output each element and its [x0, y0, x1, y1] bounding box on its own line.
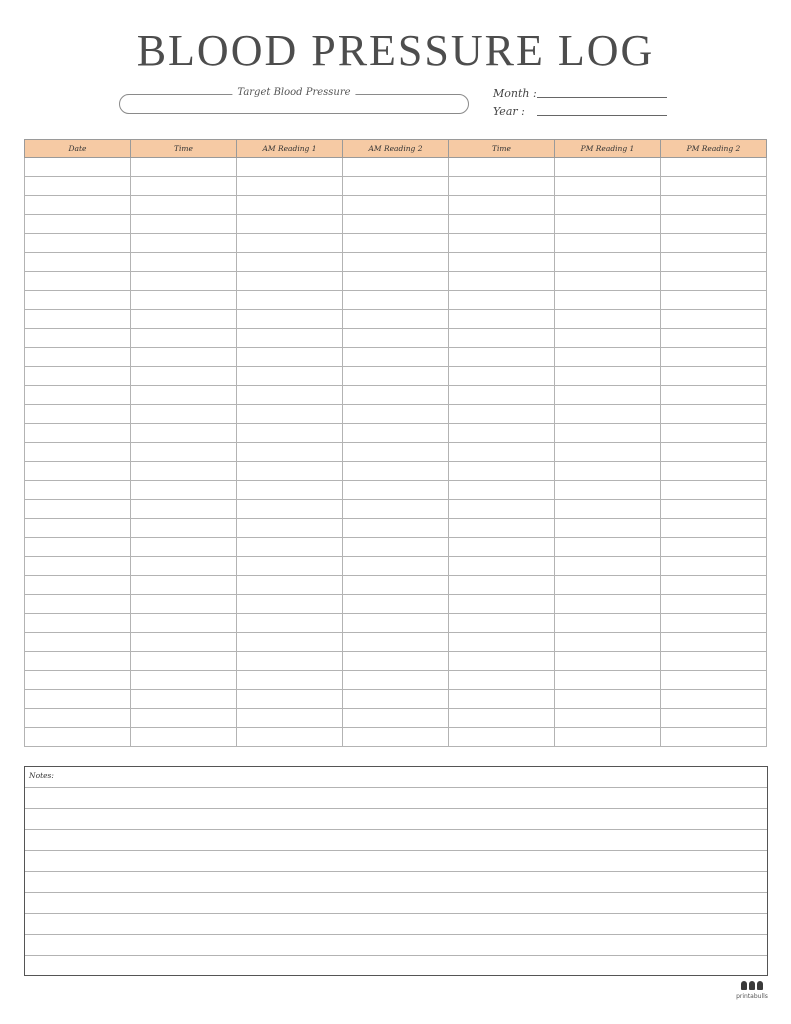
table-cell[interactable]	[343, 253, 449, 272]
table-cell[interactable]	[661, 519, 767, 538]
table-row	[25, 272, 767, 291]
table-row	[25, 158, 767, 177]
month-field[interactable]	[537, 97, 667, 98]
table-cell[interactable]	[25, 367, 131, 386]
column-header-date: Date	[25, 140, 131, 158]
table-cell[interactable]	[237, 234, 343, 253]
table-cell[interactable]	[343, 595, 449, 614]
table-row	[25, 728, 767, 747]
year-field[interactable]	[537, 115, 667, 116]
table-cell[interactable]	[555, 158, 661, 177]
table-row	[25, 215, 767, 234]
table-cell[interactable]	[343, 538, 449, 557]
table-cell[interactable]	[25, 424, 131, 443]
notes-line	[25, 829, 767, 830]
table-cell[interactable]	[25, 500, 131, 519]
table-cell[interactable]	[237, 253, 343, 272]
table-cell[interactable]	[131, 310, 237, 329]
notes-line	[25, 892, 767, 893]
table-cell[interactable]	[131, 614, 237, 633]
table-cell[interactable]	[343, 367, 449, 386]
table-cell[interactable]	[343, 310, 449, 329]
table-cell[interactable]	[25, 519, 131, 538]
table-cell[interactable]	[131, 690, 237, 709]
table-cell[interactable]	[25, 405, 131, 424]
table-cell[interactable]	[555, 538, 661, 557]
table-cell[interactable]	[343, 272, 449, 291]
table-cell[interactable]	[237, 348, 343, 367]
table-cell[interactable]	[131, 633, 237, 652]
notes-line	[25, 955, 767, 956]
table-cell[interactable]	[343, 728, 449, 747]
column-header-pm-reading-2: PM Reading 2	[661, 140, 767, 158]
table-cell[interactable]	[555, 690, 661, 709]
target-blood-pressure-field[interactable]	[119, 87, 469, 114]
bulls-logo-icon	[728, 981, 776, 993]
notes-box[interactable]	[24, 766, 768, 976]
table-cell[interactable]	[237, 538, 343, 557]
table-cell[interactable]	[661, 386, 767, 405]
table-cell[interactable]	[449, 424, 555, 443]
table-cell[interactable]	[343, 633, 449, 652]
table-cell[interactable]	[343, 652, 449, 671]
table-cell[interactable]	[237, 272, 343, 291]
table-cell[interactable]	[131, 652, 237, 671]
table-cell[interactable]	[661, 158, 767, 177]
table-cell[interactable]	[555, 196, 661, 215]
table-row	[25, 633, 767, 652]
table-cell[interactable]	[555, 310, 661, 329]
table-cell[interactable]	[449, 215, 555, 234]
table-cell[interactable]	[555, 348, 661, 367]
table-cell[interactable]	[237, 196, 343, 215]
table-cell[interactable]	[661, 424, 767, 443]
table-cell[interactable]	[449, 614, 555, 633]
table-row	[25, 481, 767, 500]
table-row	[25, 709, 767, 728]
blood-pressure-table	[24, 139, 767, 747]
table-header-row	[25, 140, 767, 158]
table-row	[25, 367, 767, 386]
table-cell[interactable]	[555, 633, 661, 652]
table-cell[interactable]	[555, 253, 661, 272]
table-row	[25, 595, 767, 614]
column-header-pm-time: Time	[449, 140, 555, 158]
table-cell[interactable]	[661, 177, 767, 196]
table-cell[interactable]	[661, 633, 767, 652]
table-cell[interactable]	[343, 443, 449, 462]
table-row	[25, 424, 767, 443]
table-cell[interactable]	[131, 234, 237, 253]
table-cell[interactable]	[449, 462, 555, 481]
notes-line	[25, 850, 767, 851]
table-cell[interactable]	[237, 291, 343, 310]
table-cell[interactable]	[25, 310, 131, 329]
table-cell[interactable]	[661, 310, 767, 329]
table-row	[25, 519, 767, 538]
table-cell[interactable]	[449, 291, 555, 310]
target-blood-pressure-label: Target Blood Pressure	[232, 86, 355, 100]
table-cell[interactable]	[555, 500, 661, 519]
column-header-pm-reading-1: PM Reading 1	[555, 140, 661, 158]
table-cell[interactable]	[237, 310, 343, 329]
table-cell[interactable]	[237, 405, 343, 424]
table-cell[interactable]	[555, 614, 661, 633]
table-cell[interactable]	[449, 386, 555, 405]
table-cell[interactable]	[25, 234, 131, 253]
notes-line	[25, 871, 767, 872]
table-cell[interactable]	[661, 215, 767, 234]
table-cell[interactable]	[555, 481, 661, 500]
table-cell[interactable]	[343, 462, 449, 481]
table-cell[interactable]	[131, 595, 237, 614]
table-cell[interactable]	[661, 671, 767, 690]
table-row	[25, 690, 767, 709]
table-row	[25, 443, 767, 462]
table-cell[interactable]	[555, 177, 661, 196]
table-cell[interactable]	[25, 291, 131, 310]
table-cell[interactable]	[661, 481, 767, 500]
table-cell[interactable]	[449, 671, 555, 690]
table-cell[interactable]	[131, 671, 237, 690]
table-cell[interactable]	[343, 234, 449, 253]
table-row	[25, 652, 767, 671]
brand-name: printabulls	[736, 993, 768, 1000]
table-cell[interactable]	[237, 614, 343, 633]
table-cell[interactable]	[131, 728, 237, 747]
table-cell[interactable]	[237, 709, 343, 728]
table-row	[25, 310, 767, 329]
table-cell[interactable]	[343, 576, 449, 595]
table-row	[25, 196, 767, 215]
table-cell[interactable]	[131, 462, 237, 481]
table-cell[interactable]	[661, 405, 767, 424]
table-row	[25, 576, 767, 595]
table-cell[interactable]	[25, 633, 131, 652]
table-cell[interactable]	[343, 424, 449, 443]
table-cell[interactable]	[661, 291, 767, 310]
table-cell[interactable]	[25, 272, 131, 291]
table-cell[interactable]	[449, 196, 555, 215]
column-header-am-reading-1: AM Reading 1	[237, 140, 343, 158]
table-cell[interactable]	[555, 272, 661, 291]
table-row	[25, 329, 767, 348]
table-row	[25, 405, 767, 424]
table-cell[interactable]	[25, 329, 131, 348]
table-cell[interactable]	[555, 234, 661, 253]
table-cell[interactable]	[449, 481, 555, 500]
table-cell[interactable]	[25, 576, 131, 595]
table-cell[interactable]	[343, 690, 449, 709]
table-cell[interactable]	[131, 481, 237, 500]
table-row	[25, 462, 767, 481]
year-label: Year :	[493, 105, 525, 118]
table-body	[25, 158, 767, 747]
table-cell[interactable]	[25, 728, 131, 747]
table-cell[interactable]	[131, 500, 237, 519]
table-cell[interactable]	[661, 557, 767, 576]
table-cell[interactable]	[25, 158, 131, 177]
table-cell[interactable]	[25, 557, 131, 576]
table-cell[interactable]	[555, 462, 661, 481]
table-row	[25, 177, 767, 196]
table-cell[interactable]	[237, 671, 343, 690]
table-cell[interactable]	[131, 557, 237, 576]
table-cell[interactable]	[237, 576, 343, 595]
table-cell[interactable]	[661, 367, 767, 386]
table-cell[interactable]	[25, 481, 131, 500]
notes-line	[25, 934, 767, 935]
table-cell[interactable]	[131, 272, 237, 291]
table-cell[interactable]	[449, 538, 555, 557]
table-row	[25, 386, 767, 405]
table-cell[interactable]	[555, 519, 661, 538]
table-cell[interactable]	[661, 728, 767, 747]
table-cell[interactable]	[661, 272, 767, 291]
table-cell[interactable]	[661, 690, 767, 709]
month-label: Month :	[493, 87, 537, 100]
table-cell[interactable]	[25, 196, 131, 215]
table-cell[interactable]	[449, 310, 555, 329]
table-cell[interactable]	[449, 519, 555, 538]
table-cell[interactable]	[449, 728, 555, 747]
table-cell[interactable]	[237, 481, 343, 500]
table-cell[interactable]	[661, 329, 767, 348]
table-cell[interactable]	[555, 671, 661, 690]
table-cell[interactable]	[555, 576, 661, 595]
table-cell[interactable]	[131, 576, 237, 595]
table-cell[interactable]	[449, 633, 555, 652]
table-cell[interactable]	[449, 595, 555, 614]
table-row	[25, 291, 767, 310]
table-cell[interactable]	[343, 557, 449, 576]
table-cell[interactable]	[661, 652, 767, 671]
table-cell[interactable]	[449, 443, 555, 462]
table-row	[25, 557, 767, 576]
table-cell[interactable]	[343, 177, 449, 196]
table-cell[interactable]	[661, 500, 767, 519]
table-cell[interactable]	[131, 709, 237, 728]
table-cell[interactable]	[131, 538, 237, 557]
column-header-am-reading-2: AM Reading 2	[343, 140, 449, 158]
table-cell[interactable]	[449, 367, 555, 386]
table-cell[interactable]	[131, 348, 237, 367]
table-cell[interactable]	[237, 443, 343, 462]
table-cell[interactable]	[131, 405, 237, 424]
table-cell[interactable]	[25, 253, 131, 272]
table-cell[interactable]	[343, 348, 449, 367]
table-cell[interactable]	[343, 215, 449, 234]
table-row	[25, 500, 767, 519]
notes-label: Notes:	[29, 771, 54, 780]
table-cell[interactable]	[555, 291, 661, 310]
table-cell[interactable]	[449, 177, 555, 196]
table-cell[interactable]	[661, 614, 767, 633]
table-cell[interactable]	[449, 576, 555, 595]
table-cell[interactable]	[131, 519, 237, 538]
table-cell[interactable]	[131, 443, 237, 462]
table-cell[interactable]	[25, 595, 131, 614]
table-cell[interactable]	[555, 557, 661, 576]
table-cell[interactable]	[449, 690, 555, 709]
table-cell[interactable]	[449, 272, 555, 291]
table-cell[interactable]	[555, 405, 661, 424]
table-cell[interactable]	[555, 709, 661, 728]
table-cell[interactable]	[237, 690, 343, 709]
table-cell[interactable]	[661, 443, 767, 462]
table-cell[interactable]	[661, 196, 767, 215]
table-cell[interactable]	[237, 652, 343, 671]
brand-logo	[728, 981, 776, 1001]
table-cell[interactable]	[237, 424, 343, 443]
table-row	[25, 253, 767, 272]
table-cell[interactable]	[449, 329, 555, 348]
table-cell[interactable]	[449, 709, 555, 728]
table-cell[interactable]	[237, 557, 343, 576]
table-cell[interactable]	[237, 158, 343, 177]
table-cell[interactable]	[131, 158, 237, 177]
table-cell[interactable]	[25, 652, 131, 671]
table-cell[interactable]	[237, 367, 343, 386]
table-cell[interactable]	[449, 652, 555, 671]
table-cell[interactable]	[131, 253, 237, 272]
table-cell[interactable]	[343, 196, 449, 215]
table-cell[interactable]	[25, 538, 131, 557]
table-row	[25, 671, 767, 690]
table-row	[25, 348, 767, 367]
table-row	[25, 614, 767, 633]
table-cell[interactable]	[25, 690, 131, 709]
table-cell[interactable]	[131, 291, 237, 310]
table-cell[interactable]	[343, 709, 449, 728]
column-header-am-time: Time	[131, 140, 237, 158]
table-cell[interactable]	[449, 557, 555, 576]
table-cell[interactable]	[131, 215, 237, 234]
notes-line	[25, 787, 767, 788]
table-cell[interactable]	[449, 405, 555, 424]
table-cell[interactable]	[555, 443, 661, 462]
table-cell[interactable]	[555, 728, 661, 747]
table-cell[interactable]	[661, 462, 767, 481]
table-cell[interactable]	[555, 386, 661, 405]
table-cell[interactable]	[343, 519, 449, 538]
table-cell[interactable]	[449, 158, 555, 177]
table-cell[interactable]	[343, 158, 449, 177]
table-cell[interactable]	[25, 462, 131, 481]
table-cell[interactable]	[237, 500, 343, 519]
table-cell[interactable]	[237, 595, 343, 614]
table-cell[interactable]	[237, 329, 343, 348]
table-cell[interactable]	[131, 196, 237, 215]
table-cell[interactable]	[237, 215, 343, 234]
table-cell[interactable]	[25, 443, 131, 462]
table-cell[interactable]	[449, 253, 555, 272]
table-cell[interactable]	[343, 291, 449, 310]
table-cell[interactable]	[343, 500, 449, 519]
table-cell[interactable]	[661, 253, 767, 272]
table-cell[interactable]	[555, 329, 661, 348]
table-cell[interactable]	[131, 177, 237, 196]
table-row	[25, 234, 767, 253]
table-cell[interactable]	[449, 500, 555, 519]
table-cell[interactable]	[661, 348, 767, 367]
table-cell[interactable]	[131, 424, 237, 443]
table-cell[interactable]	[25, 671, 131, 690]
page-title: BLOOD PRESSURE LOG	[136, 26, 655, 75]
table-cell[interactable]	[237, 728, 343, 747]
table-cell[interactable]	[25, 709, 131, 728]
table-cell[interactable]	[343, 329, 449, 348]
table-cell[interactable]	[131, 386, 237, 405]
table-cell[interactable]	[343, 481, 449, 500]
table-cell[interactable]	[661, 538, 767, 557]
table-cell[interactable]	[131, 329, 237, 348]
table-cell[interactable]	[555, 424, 661, 443]
table-cell[interactable]	[237, 633, 343, 652]
table-cell[interactable]	[449, 348, 555, 367]
table-cell[interactable]	[25, 386, 131, 405]
table-cell[interactable]	[661, 595, 767, 614]
table-cell[interactable]	[237, 177, 343, 196]
notes-line	[25, 808, 767, 809]
table-cell[interactable]	[237, 386, 343, 405]
table-cell[interactable]	[237, 519, 343, 538]
table-cell[interactable]	[555, 595, 661, 614]
table-cell[interactable]	[661, 234, 767, 253]
table-cell[interactable]	[131, 367, 237, 386]
table-cell[interactable]	[25, 177, 131, 196]
table-cell[interactable]	[25, 348, 131, 367]
table-cell[interactable]	[555, 367, 661, 386]
table-cell[interactable]	[449, 234, 555, 253]
table-cell[interactable]	[343, 405, 449, 424]
table-cell[interactable]	[343, 386, 449, 405]
table-cell[interactable]	[555, 215, 661, 234]
notes-line	[25, 913, 767, 914]
table-cell[interactable]	[661, 576, 767, 595]
table-cell[interactable]	[343, 671, 449, 690]
table-cell[interactable]	[661, 709, 767, 728]
table-row	[25, 538, 767, 557]
table-cell[interactable]	[25, 614, 131, 633]
table-cell[interactable]	[343, 614, 449, 633]
table-cell[interactable]	[25, 215, 131, 234]
table-cell[interactable]	[237, 462, 343, 481]
table-cell[interactable]	[555, 652, 661, 671]
